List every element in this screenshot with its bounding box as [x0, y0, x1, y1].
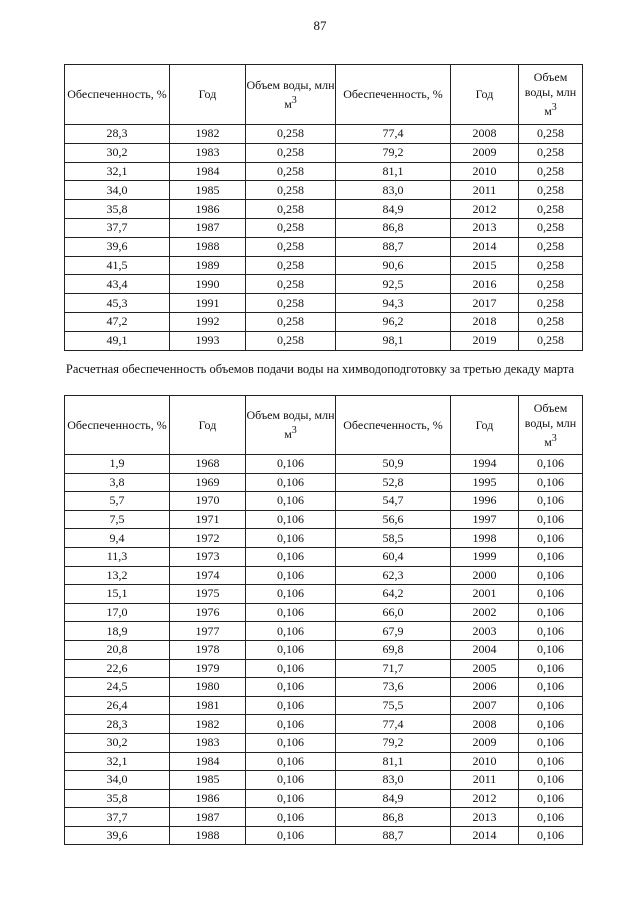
table-row [65, 752, 583, 771]
cell-volume: 0,258 [246, 312, 336, 331]
table-row [65, 256, 583, 275]
cell-provision: 22,6 [65, 659, 170, 678]
header-volume-label: Объем воды, млн м [246, 408, 335, 441]
cell-year: 2009 [451, 143, 519, 162]
table-header-row [65, 65, 583, 125]
header-volume-unit-exponent: 3 [551, 432, 557, 444]
cell-year: 2012 [451, 200, 519, 219]
table-row [65, 125, 583, 144]
header-volume-label: Объем воды, млн м [524, 400, 577, 449]
cell-volume: 0,106 [246, 640, 336, 659]
cell-year: 1986 [170, 789, 246, 808]
cell-volume: 0,106 [246, 678, 336, 697]
cell-provision: 69,8 [336, 640, 451, 659]
cell-volume: 0,106 [246, 473, 336, 492]
cell-year: 2006 [451, 678, 519, 697]
cell-volume: 0,106 [246, 492, 336, 511]
cell-volume: 0,106 [519, 529, 583, 548]
cell-provision: 81,1 [336, 752, 451, 771]
table-row [65, 789, 583, 808]
cell-volume: 0,106 [246, 566, 336, 585]
cell-volume: 0,258 [519, 294, 583, 313]
cell-volume: 0,106 [246, 529, 336, 548]
table-row [65, 455, 583, 474]
cell-volume: 0,106 [246, 547, 336, 566]
cell-year: 1996 [451, 492, 519, 511]
cell-provision: 20,8 [65, 640, 170, 659]
cell-year: 2002 [451, 603, 519, 622]
cell-provision: 90,6 [336, 256, 451, 275]
cell-provision: 98,1 [336, 331, 451, 350]
cell-volume: 0,258 [519, 143, 583, 162]
cell-year: 2018 [451, 312, 519, 331]
cell-provision: 39,6 [65, 237, 170, 256]
cell-provision: 43,4 [65, 275, 170, 294]
table-row [65, 143, 583, 162]
header-volume-unit-exponent: 3 [551, 102, 557, 113]
header-volume [519, 396, 583, 455]
cell-volume: 0,106 [519, 585, 583, 604]
water-supply-table-1 [64, 64, 583, 351]
cell-volume: 0,106 [519, 603, 583, 622]
cell-year: 1984 [170, 752, 246, 771]
cell-year: 1977 [170, 622, 246, 641]
cell-volume: 0,106 [246, 603, 336, 622]
table-row [65, 331, 583, 350]
cell-provision: 49,1 [65, 331, 170, 350]
cell-year: 1988 [170, 237, 246, 256]
cell-year: 1986 [170, 200, 246, 219]
cell-provision: 32,1 [65, 752, 170, 771]
header-provision: Обеспеченность, % [65, 396, 170, 455]
cell-year: 1969 [170, 473, 246, 492]
cell-year: 1995 [451, 473, 519, 492]
cell-provision: 28,3 [65, 715, 170, 734]
cell-volume: 0,106 [519, 752, 583, 771]
cell-year: 1987 [170, 808, 246, 827]
cell-volume: 0,106 [519, 566, 583, 585]
header-volume [246, 65, 336, 125]
cell-provision: 11,3 [65, 547, 170, 566]
cell-volume: 0,258 [519, 331, 583, 350]
cell-volume: 0,106 [519, 455, 583, 474]
cell-year: 1973 [170, 547, 246, 566]
table-row [65, 603, 583, 622]
cell-volume: 0,106 [519, 678, 583, 697]
cell-year: 2015 [451, 256, 519, 275]
cell-provision: 71,7 [336, 659, 451, 678]
cell-volume: 0,258 [519, 312, 583, 331]
cell-provision: 24,5 [65, 678, 170, 697]
cell-year: 2010 [451, 162, 519, 181]
cell-volume: 0,258 [519, 237, 583, 256]
table-row [65, 162, 583, 181]
cell-provision: 75,5 [336, 696, 451, 715]
cell-year: 1999 [451, 547, 519, 566]
cell-provision: 62,3 [336, 566, 451, 585]
cell-year: 2014 [451, 237, 519, 256]
table-row [65, 771, 583, 790]
header-volume-label: Объем воды, млн м [246, 77, 335, 111]
cell-volume: 0,258 [519, 181, 583, 200]
cell-provision: 15,1 [65, 585, 170, 604]
cell-provision: 45,3 [65, 294, 170, 313]
cell-year: 1989 [170, 256, 246, 275]
cell-year: 1994 [451, 455, 519, 474]
cell-provision: 56,6 [336, 510, 451, 529]
cell-year: 1998 [451, 529, 519, 548]
table-row [65, 294, 583, 313]
cell-year: 2011 [451, 181, 519, 200]
cell-provision: 3,8 [65, 473, 170, 492]
table-row [65, 659, 583, 678]
table-row [65, 181, 583, 200]
table-row [65, 826, 583, 845]
cell-provision: 39,6 [65, 826, 170, 845]
table-header-row [65, 396, 583, 455]
header-provision: Обеспеченность, % [336, 396, 451, 455]
cell-volume: 0,106 [246, 808, 336, 827]
table-row [65, 566, 583, 585]
header-volume-unit-exponent: 3 [291, 94, 297, 106]
cell-year: 1983 [170, 733, 246, 752]
cell-volume: 0,258 [519, 218, 583, 237]
cell-volume: 0,106 [246, 715, 336, 734]
cell-provision: 9,4 [65, 529, 170, 548]
cell-volume: 0,258 [519, 256, 583, 275]
water-supply-table-2 [64, 395, 583, 845]
table-row [65, 218, 583, 237]
cell-year: 2013 [451, 218, 519, 237]
cell-provision: 37,7 [65, 218, 170, 237]
cell-volume: 0,106 [519, 715, 583, 734]
cell-provision: 18,9 [65, 622, 170, 641]
table-body [65, 125, 583, 351]
cell-provision: 94,3 [336, 294, 451, 313]
header-year: Год [451, 65, 519, 125]
cell-year: 2001 [451, 585, 519, 604]
cell-volume: 0,106 [246, 585, 336, 604]
cell-year: 2011 [451, 771, 519, 790]
cell-volume: 0,106 [519, 510, 583, 529]
cell-year: 1972 [170, 529, 246, 548]
cell-volume: 0,106 [519, 789, 583, 808]
cell-year: 1985 [170, 771, 246, 790]
header-provision: Обеспеченность, % [336, 65, 451, 125]
cell-provision: 84,9 [336, 200, 451, 219]
cell-provision: 34,0 [65, 771, 170, 790]
cell-volume: 0,106 [246, 826, 336, 845]
cell-year: 2000 [451, 566, 519, 585]
cell-volume: 0,106 [519, 492, 583, 511]
table-row [65, 622, 583, 641]
cell-provision: 37,7 [65, 808, 170, 827]
header-year: Год [170, 65, 246, 125]
cell-provision: 79,2 [336, 733, 451, 752]
cell-volume: 0,258 [519, 125, 583, 144]
cell-year: 1984 [170, 162, 246, 181]
header-year: Год [170, 396, 246, 455]
cell-year: 2014 [451, 826, 519, 845]
cell-provision: 86,8 [336, 218, 451, 237]
cell-volume: 0,106 [246, 752, 336, 771]
cell-year: 2016 [451, 275, 519, 294]
cell-year: 1992 [170, 312, 246, 331]
cell-provision: 54,7 [336, 492, 451, 511]
cell-volume: 0,106 [519, 696, 583, 715]
cell-volume: 0,258 [246, 181, 336, 200]
cell-year: 1982 [170, 715, 246, 734]
table-row [65, 275, 583, 294]
table-row [65, 200, 583, 219]
cell-year: 2012 [451, 789, 519, 808]
table-row [65, 808, 583, 827]
cell-volume: 0,258 [246, 256, 336, 275]
header-provision: Обеспеченность, % [65, 65, 170, 125]
cell-year: 2010 [451, 752, 519, 771]
cell-year: 1991 [170, 294, 246, 313]
cell-volume: 0,258 [519, 200, 583, 219]
cell-volume: 0,258 [246, 162, 336, 181]
cell-volume: 0,106 [519, 547, 583, 566]
cell-provision: 47,2 [65, 312, 170, 331]
cell-volume: 0,106 [519, 826, 583, 845]
cell-provision: 60,4 [336, 547, 451, 566]
cell-year: 1979 [170, 659, 246, 678]
cell-provision: 32,1 [65, 162, 170, 181]
cell-year: 1968 [170, 455, 246, 474]
cell-year: 2008 [451, 715, 519, 734]
cell-volume: 0,258 [519, 162, 583, 181]
cell-provision: 7,5 [65, 510, 170, 529]
cell-volume: 0,258 [519, 275, 583, 294]
cell-year: 1987 [170, 218, 246, 237]
cell-volume: 0,106 [246, 622, 336, 641]
table-row [65, 529, 583, 548]
cell-year: 2004 [451, 640, 519, 659]
cell-provision: 5,7 [65, 492, 170, 511]
cell-provision: 81,1 [336, 162, 451, 181]
cell-provision: 58,5 [336, 529, 451, 548]
table-row [65, 678, 583, 697]
cell-volume: 0,258 [246, 200, 336, 219]
table-row [65, 640, 583, 659]
table-body [65, 455, 583, 845]
cell-provision: 52,8 [336, 473, 451, 492]
header-year: Год [451, 396, 519, 455]
cell-provision: 66,0 [336, 603, 451, 622]
cell-volume: 0,106 [519, 473, 583, 492]
cell-provision: 83,0 [336, 181, 451, 200]
cell-year: 1971 [170, 510, 246, 529]
table-row [65, 237, 583, 256]
table-row [65, 585, 583, 604]
cell-provision: 77,4 [336, 125, 451, 144]
cell-volume: 0,258 [246, 294, 336, 313]
cell-volume: 0,106 [246, 659, 336, 678]
cell-provision: 86,8 [336, 808, 451, 827]
header-volume-label: Объем воды, млн м [524, 70, 577, 118]
cell-provision: 30,2 [65, 143, 170, 162]
cell-year: 1978 [170, 640, 246, 659]
cell-provision: 96,2 [336, 312, 451, 331]
cell-volume: 0,106 [519, 733, 583, 752]
cell-volume: 0,106 [519, 622, 583, 641]
cell-provision: 50,9 [336, 455, 451, 474]
cell-provision: 26,4 [65, 696, 170, 715]
cell-volume: 0,258 [246, 275, 336, 294]
cell-volume: 0,106 [246, 733, 336, 752]
cell-volume: 0,258 [246, 125, 336, 144]
cell-provision: 35,8 [65, 789, 170, 808]
cell-year: 1997 [451, 510, 519, 529]
header-volume-unit-exponent: 3 [291, 425, 297, 436]
cell-year: 2019 [451, 331, 519, 350]
table-row [65, 510, 583, 529]
cell-year: 2005 [451, 659, 519, 678]
cell-provision: 88,7 [336, 237, 451, 256]
cell-provision: 1,9 [65, 455, 170, 474]
cell-volume: 0,258 [246, 331, 336, 350]
cell-year: 1985 [170, 181, 246, 200]
cell-volume: 0,106 [519, 640, 583, 659]
table-row [65, 473, 583, 492]
cell-year: 1974 [170, 566, 246, 585]
cell-volume: 0,106 [519, 771, 583, 790]
cell-provision: 34,0 [65, 181, 170, 200]
table-row [65, 715, 583, 734]
cell-year: 1981 [170, 696, 246, 715]
cell-year: 1976 [170, 603, 246, 622]
cell-provision: 84,9 [336, 789, 451, 808]
cell-volume: 0,106 [246, 510, 336, 529]
table-row [65, 492, 583, 511]
cell-year: 2003 [451, 622, 519, 641]
cell-provision: 17,0 [65, 603, 170, 622]
cell-year: 1983 [170, 143, 246, 162]
cell-year: 2008 [451, 125, 519, 144]
cell-year: 1975 [170, 585, 246, 604]
cell-year: 1990 [170, 275, 246, 294]
cell-volume: 0,106 [246, 696, 336, 715]
table-row [65, 733, 583, 752]
cell-provision: 77,4 [336, 715, 451, 734]
cell-provision: 83,0 [336, 771, 451, 790]
cell-year: 1982 [170, 125, 246, 144]
table-row [65, 547, 583, 566]
cell-volume: 0,258 [246, 218, 336, 237]
cell-provision: 30,2 [65, 733, 170, 752]
cell-volume: 0,106 [246, 789, 336, 808]
cell-volume: 0,258 [246, 237, 336, 256]
cell-volume: 0,258 [246, 143, 336, 162]
cell-volume: 0,106 [246, 771, 336, 790]
header-volume [519, 65, 583, 125]
cell-provision: 35,8 [65, 200, 170, 219]
cell-year: 1993 [170, 331, 246, 350]
header-volume [246, 396, 336, 455]
cell-provision: 88,7 [336, 826, 451, 845]
cell-volume: 0,106 [519, 808, 583, 827]
cell-provision: 79,2 [336, 143, 451, 162]
cell-year: 1988 [170, 826, 246, 845]
cell-provision: 28,3 [65, 125, 170, 144]
cell-provision: 41,5 [65, 256, 170, 275]
cell-year: 1970 [170, 492, 246, 511]
cell-volume: 0,106 [246, 455, 336, 474]
cell-provision: 92,5 [336, 275, 451, 294]
table-row [65, 696, 583, 715]
table-caption: Расчетная обеспеченность объемов подачи воды на химводоподготовку за третью декаду марта [65, 362, 575, 376]
cell-year: 1980 [170, 678, 246, 697]
cell-provision: 67,9 [336, 622, 451, 641]
table-row [65, 312, 583, 331]
cell-provision: 13,2 [65, 566, 170, 585]
cell-year: 2013 [451, 808, 519, 827]
cell-year: 2017 [451, 294, 519, 313]
page-number: 87 [313, 18, 327, 33]
cell-year: 2007 [451, 696, 519, 715]
cell-year: 2009 [451, 733, 519, 752]
cell-provision: 64,2 [336, 585, 451, 604]
cell-provision: 73,6 [336, 678, 451, 697]
cell-volume: 0,106 [519, 659, 583, 678]
